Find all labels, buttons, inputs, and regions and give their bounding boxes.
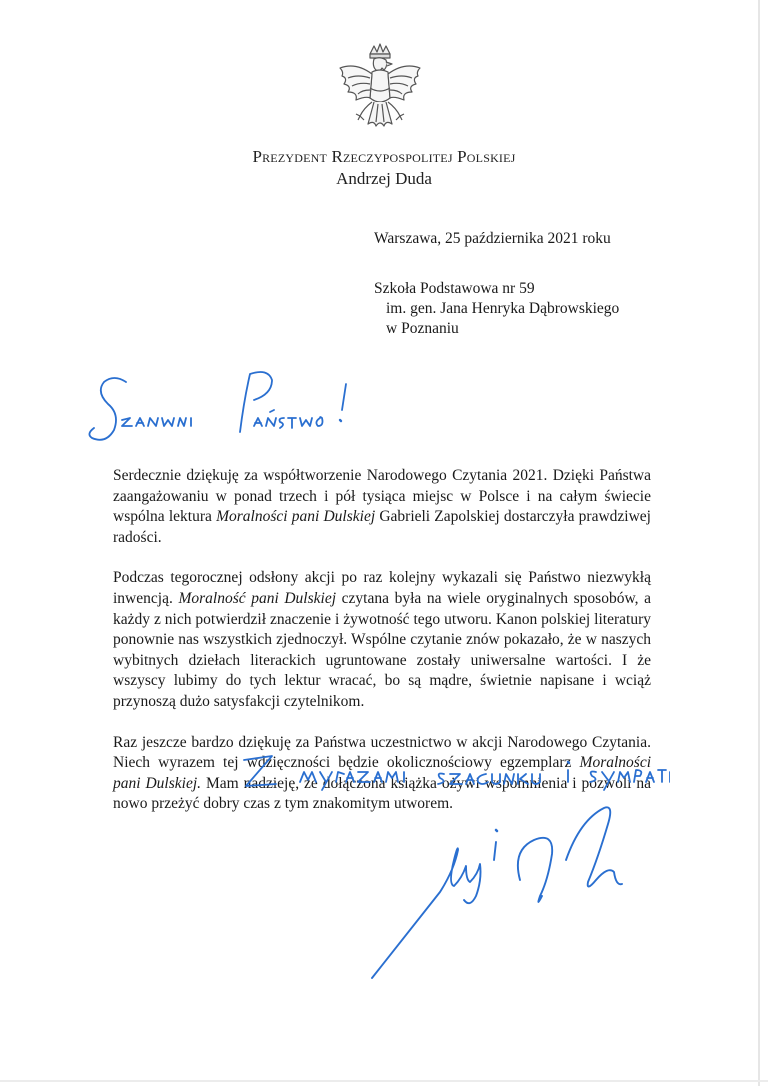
- letter-date: Warszawa, 25 października 2021 roku: [374, 230, 611, 247]
- scan-edge-bottom: [0, 1080, 768, 1082]
- paragraph-1-text-b: Gabrieli Zapolskiej dostarczyła prawdziwej radości.: [113, 508, 651, 546]
- letterhead: [0, 146, 768, 190]
- recipient-line-1: Szkoła Podstawowa nr 59: [374, 280, 535, 297]
- paragraph-2-title: Moralność pani Dulskiej: [178, 589, 337, 607]
- handwritten-closing: [230, 748, 670, 808]
- paragraph-3-text-b: Mam nadzieję, że dołączona książka ożywi wspomnienia i pozwoli na nowo przeżyć dobry czas z tym znakomitym utworem.: [113, 774, 651, 813]
- paragraph-1: [113, 466, 651, 548]
- paragraph-2-text-b: czytana była na wiele oryginalnych sposobów, a każdy z nich potwierdził znaczenie i żywotność tego utworu. Kanon polskiej literatury ponownie nas wszystkich zjednoczył. Wspólne czytanie znów pokazało, że w naszych wybitnych dziełach literackich ugruntowane zostały uniwersalne wartości. I że wszyscy lubimy do tych lektur wracać, bo są mądre, świetnie napisane i wciąż przynoszą dużo satysfakcji czytelnikom.: [113, 589, 652, 710]
- white-eagle-emblem-icon: [330, 42, 430, 144]
- president-name: Andrzej Duda: [336, 169, 432, 188]
- paragraph-1-title: Moralności pani Dulskiej: [216, 508, 376, 526]
- paragraph-3-title: Moralności pani Dulskiej.: [113, 754, 651, 792]
- paragraph-3-text-a: Raz jeszcze bardzo dziękuję za Państwa uczestnictwo w akcji Narodowego Czytania. Niech wyrazem tej wdzięczności będzie okolicznościowy egzemplarz: [113, 733, 651, 772]
- office-title: Prezydent Rzeczypospolitej Polskiej: [252, 147, 516, 166]
- paragraph-1-text-a: Serdecznie dziękuję za współtworzenie Narodowego Czytania 2021. Dzięki Państwa zaangażowaniu w ponad trzech i pół tysiąca miejsc w Polsce i na całym świecie wspólna lektura: [113, 467, 651, 526]
- paragraph-2: [113, 568, 651, 712]
- handwritten-greeting: [78, 360, 378, 460]
- paragraph-2-text-a: Podczas tegorocznej odsłony akcji po raz kolejny wykazali się Państwo niezwykłą inwencją.: [113, 569, 651, 607]
- recipient-address: [374, 279, 619, 339]
- recipient-line-3: w Poznaniu: [386, 320, 459, 337]
- recipient-line-2: im. gen. Jana Henryka Dąbrowskiego: [386, 300, 620, 317]
- handwritten-signature: [370, 800, 650, 980]
